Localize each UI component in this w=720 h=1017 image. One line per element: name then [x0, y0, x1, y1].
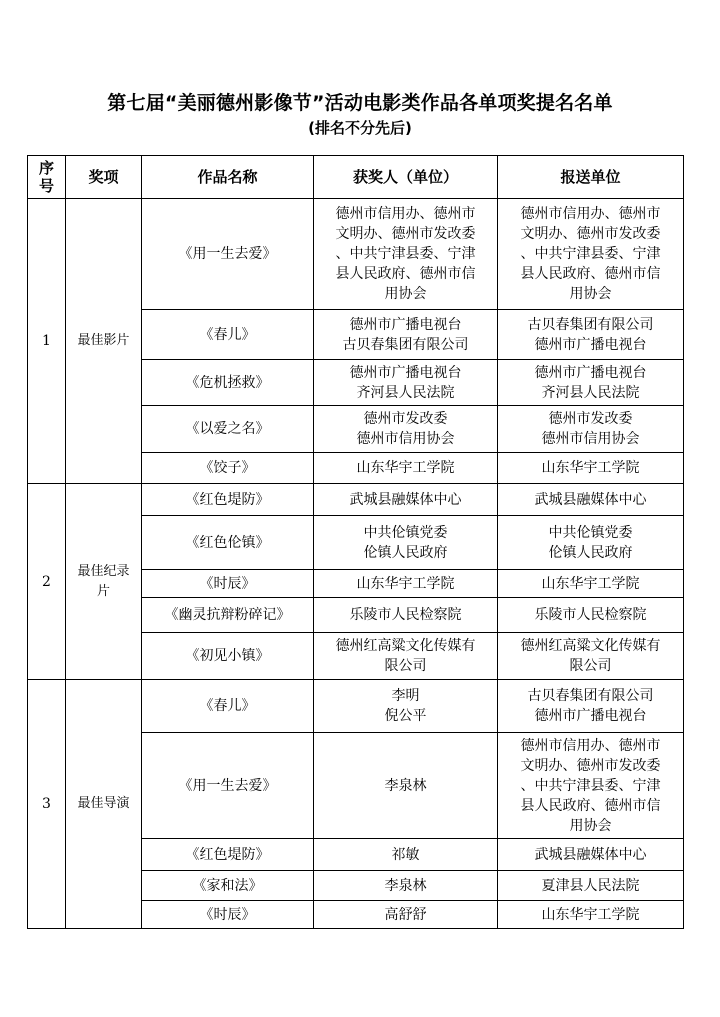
work-title: 《饺子》 — [142, 453, 314, 484]
winner-cell: 山东华宇工学院 — [314, 453, 498, 484]
work-title: 《时辰》 — [142, 570, 314, 598]
group-number: 2 — [28, 484, 66, 680]
header-award: 奖项 — [66, 156, 142, 199]
winner-cell: 中共伦镇党委 伦镇人民政府 — [314, 516, 498, 570]
submitter-cell: 德州市信用办、德州市 文明办、德州市发改委 、中共宁津县委、宁津 县人民政府、德州市信 用协会 — [498, 199, 684, 310]
submitter-cell: 古贝春集团有限公司 德州市广播电视台 — [498, 310, 684, 360]
work-title: 《幽灵抗辩粉碎记》 — [142, 598, 314, 633]
winner-cell: 高舒舒 — [314, 901, 498, 929]
winner-cell: 德州市广播电视台 古贝春集团有限公司 — [314, 310, 498, 360]
group-number: 3 — [28, 680, 66, 929]
work-title: 《红色伦镇》 — [142, 516, 314, 570]
submitter-cell: 古贝春集团有限公司 德州市广播电视台 — [498, 680, 684, 733]
submitter-cell: 德州市信用办、德州市 文明办、德州市发改委 、中共宁津县委、宁津 县人民政府、德州市信 用协会 — [498, 733, 684, 839]
header-work: 作品名称 — [142, 156, 314, 199]
header-no: 序 号 — [28, 156, 66, 199]
submitter-cell: 山东华宇工学院 — [498, 453, 684, 484]
table-row — [28, 484, 684, 516]
work-title: 《春儿》 — [142, 310, 314, 360]
header-winner: 获奖人（单位） — [314, 156, 498, 199]
submitter-cell: 武城县融媒体中心 — [498, 839, 684, 871]
award-category: 最佳影片 — [66, 199, 142, 484]
submitter-cell: 山东华宇工学院 — [498, 901, 684, 929]
submitter-cell: 乐陵市人民检察院 — [498, 598, 684, 633]
submitter-cell: 中共伦镇党委 伦镇人民政府 — [498, 516, 684, 570]
award-category: 最佳纪录 片 — [66, 484, 142, 680]
document-title: 第七届“美丽德州影像节”活动电影类作品各单项奖提名名单 — [107, 92, 613, 114]
header-submitter: 报送单位 — [498, 156, 684, 199]
winner-cell: 山东华宇工学院 — [314, 570, 498, 598]
submitter-cell: 夏津县人民法院 — [498, 871, 684, 901]
work-title: 《用一生去爱》 — [142, 199, 314, 310]
submitter-cell: 德州市发改委 德州市信用协会 — [498, 406, 684, 453]
winner-cell: 李泉林 — [314, 733, 498, 839]
table-row — [28, 199, 684, 310]
work-title: 《初见小镇》 — [142, 633, 314, 680]
work-title: 《以爱之名》 — [142, 406, 314, 453]
winner-cell: 德州市广播电视台 齐河县人民法院 — [314, 360, 498, 406]
winner-cell: 李明 倪公平 — [314, 680, 498, 733]
work-title: 《危机拯救》 — [142, 360, 314, 406]
submitter-cell: 德州市广播电视台 齐河县人民法院 — [498, 360, 684, 406]
nomination-table — [27, 155, 684, 929]
submitter-cell: 山东华宇工学院 — [498, 570, 684, 598]
work-title: 《红色堤防》 — [142, 839, 314, 871]
work-title: 《家和法》 — [142, 871, 314, 901]
winner-cell: 德州红高粱文化传媒有 限公司 — [314, 633, 498, 680]
winner-cell: 祁敏 — [314, 839, 498, 871]
winner-cell: 德州市信用办、德州市 文明办、德州市发改委 、中共宁津县委、宁津 县人民政府、德州市信 用协会 — [314, 199, 498, 310]
work-title: 《春儿》 — [142, 680, 314, 733]
submitter-cell: 武城县融媒体中心 — [498, 484, 684, 516]
work-title: 《时辰》 — [142, 901, 314, 929]
work-title: 《用一生去爱》 — [142, 733, 314, 839]
work-title: 《红色堤防》 — [142, 484, 314, 516]
award-category: 最佳导演 — [66, 680, 142, 929]
group-number: 1 — [28, 199, 66, 484]
table-row — [28, 680, 684, 733]
table-header-row — [28, 156, 684, 199]
document-subtitle: (排名不分先后) — [308, 119, 412, 137]
winner-cell: 德州市发改委 德州市信用协会 — [314, 406, 498, 453]
winner-cell: 乐陵市人民检察院 — [314, 598, 498, 633]
winner-cell: 李泉林 — [314, 871, 498, 901]
winner-cell: 武城县融媒体中心 — [314, 484, 498, 516]
submitter-cell: 德州红高粱文化传媒有 限公司 — [498, 633, 684, 680]
